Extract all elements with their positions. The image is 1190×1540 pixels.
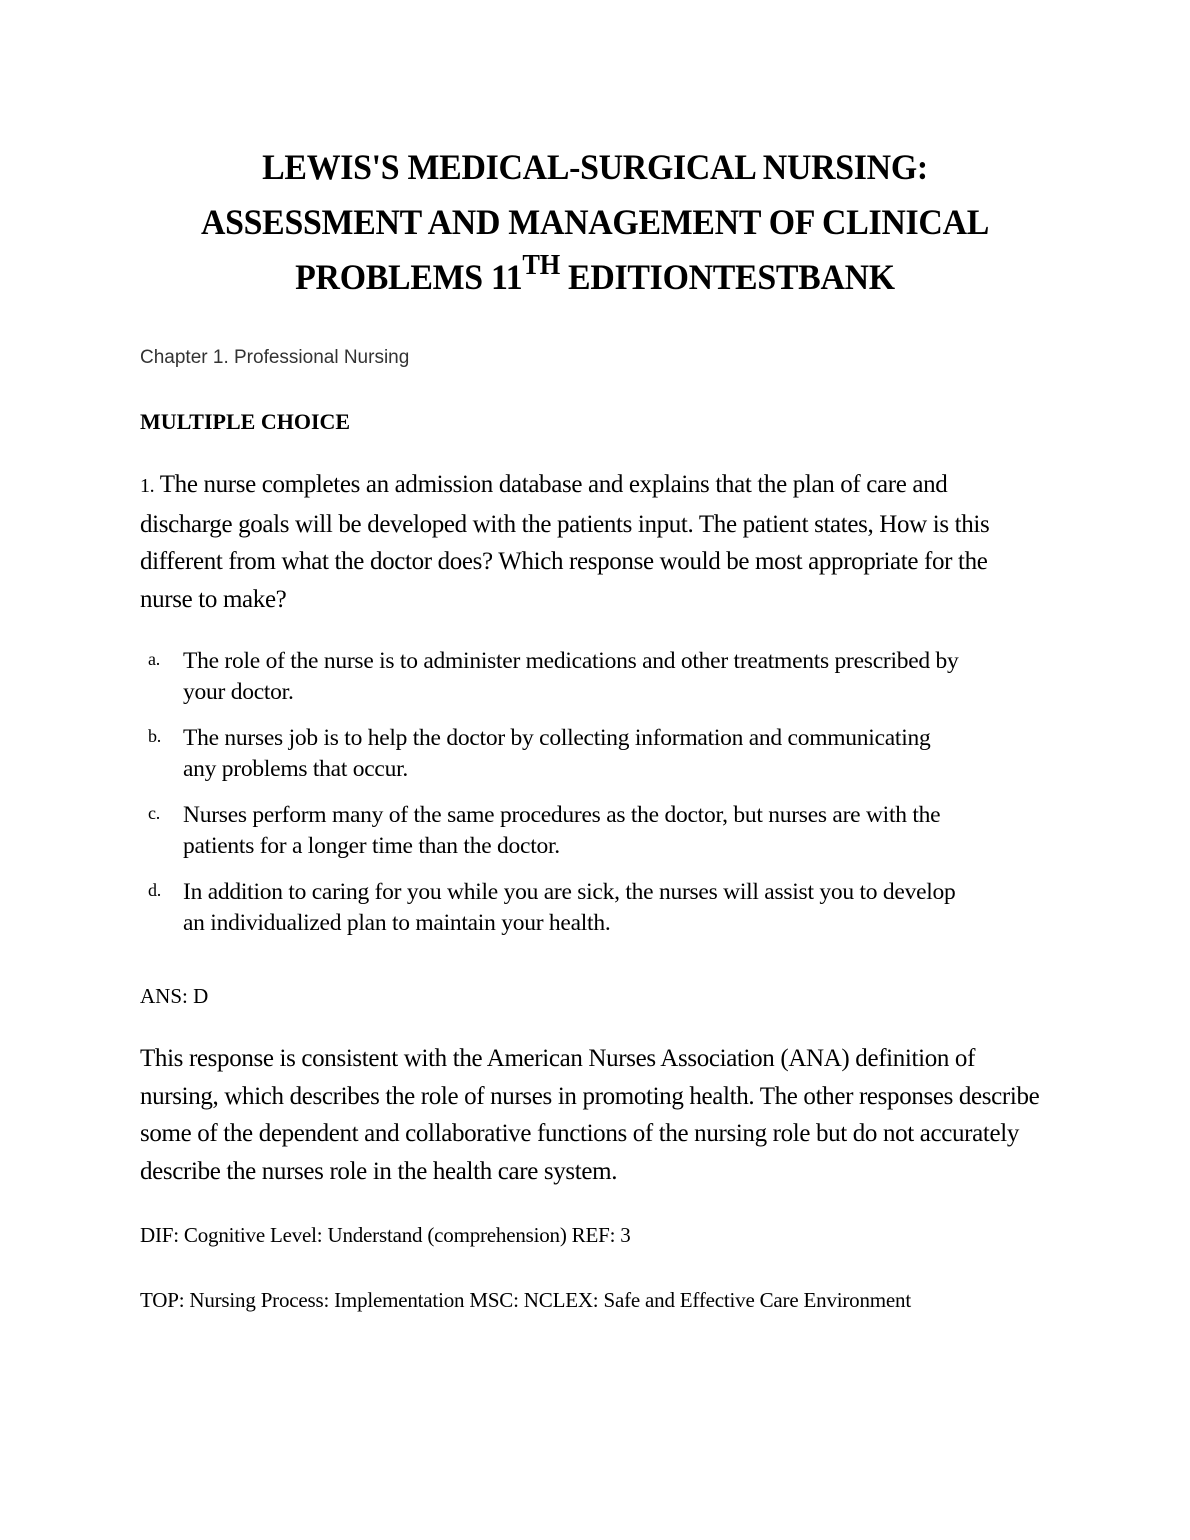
topic-classification: TOP: Nursing Process: Implementation MSC: NCLEX: Safe and Effective Care Environment	[140, 1288, 911, 1312]
option-c	[140, 800, 960, 861]
answer-options	[140, 646, 960, 954]
option-letter: b.	[148, 726, 161, 746]
title-line-3	[36, 250, 1155, 305]
option-letter: a.	[148, 649, 160, 669]
title-edition-superscript: TH	[522, 250, 560, 281]
answer-key: ANS: D	[140, 984, 209, 1008]
option-letter: c.	[148, 803, 160, 823]
difficulty-reference: DIF: Cognitive Level: Understand (comprehension) REF: 3	[140, 1223, 631, 1247]
title-line-3-suffix: EDITIONTESTBANK	[559, 257, 895, 297]
option-text: The nurses job is to help the doctor by collecting information and communicating any problems that occur.	[183, 725, 931, 782]
option-text: Nurses perform many of the same procedures as the doctor, but nurses are with the patients for a longer time than the doctor.	[183, 802, 941, 859]
chapter-heading: Chapter 1. Professional Nursing	[140, 347, 410, 368]
option-text: In addition to caring for you while you are sick, the nurses will assist you to develop an individualized plan to maintain your health.	[183, 879, 956, 936]
rationale-text: This response is consistent with the American Nurses Association (ANA) definition of nursing, which describes the role of nurses in promoting health. The other responses describe some of the dependent and collaborative functions of the nursing role but do not accurately describe the nurses role in the health care system.	[140, 1045, 1040, 1185]
question-text: The nurse completes an admission database and explains that the plan of care and discharge goals will be developed with the patients input. The patient states, How is this different from what the doctor does? Which response would be most appropriate for the nurse to make?	[140, 471, 990, 613]
title-line-3-prefix: PROBLEMS 11	[295, 257, 523, 297]
option-b	[140, 723, 960, 784]
option-text: The role of the nurse is to administer medications and other treatments prescribed by your doctor.	[183, 648, 959, 705]
section-heading: MULTIPLE CHOICE	[140, 409, 351, 434]
option-letter: d.	[148, 880, 161, 900]
title-line-2: ASSESSMENT AND MANAGEMENT OF CLINICAL	[200, 202, 990, 242]
document-title	[36, 140, 1155, 305]
option-a	[140, 646, 960, 707]
question-stem	[140, 466, 1045, 618]
title-line-1: LEWIS'S MEDICAL-SURGICAL NURSING:	[262, 147, 928, 187]
option-d	[140, 877, 960, 938]
question-number: 1.	[140, 475, 155, 497]
